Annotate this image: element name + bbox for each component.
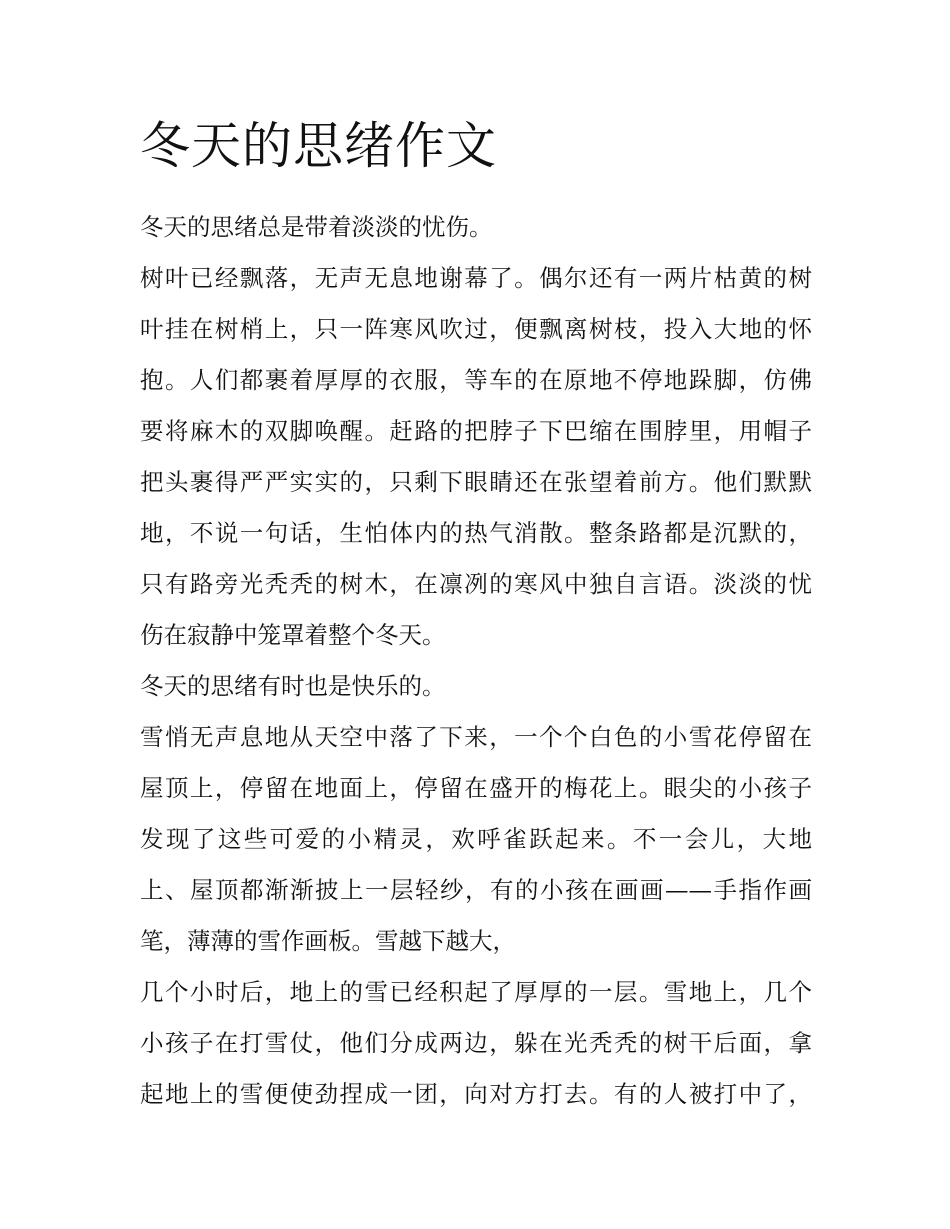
- text-line: 冬天的思绪总是带着淡淡的忧伤。: [140, 213, 493, 241]
- text-line: 冬天的思绪有时也是快乐的。: [140, 672, 446, 700]
- paragraph-2: [140, 253, 812, 661]
- text-line: 雪悄无声息地从天空中落了下来，一个个白色的小雪花停留在: [140, 723, 812, 751]
- document-title: 冬天的思绪作文: [140, 117, 497, 175]
- text-line: 树叶已经飘落，无声无息地谢幕了。偶尔还有一两片枯黄的树: [140, 264, 812, 292]
- text-line: 几个小时后，地上的雪已经积起了厚厚的一层。雪地上，几个: [140, 978, 812, 1006]
- text-line: 地，不说一句话，生怕体内的热气消散。整条路都是沉默的，: [140, 519, 812, 547]
- paragraph-1: [140, 202, 812, 253]
- text-line: 叶挂在树梢上，只一阵寒风吹过，便飘离树枝，投入大地的怀: [140, 315, 812, 343]
- paragraph-4: [140, 712, 812, 967]
- text-line: 笔，薄薄的雪作画板。雪越下越大，: [140, 927, 516, 955]
- document-page: [140, 112, 812, 1120]
- paragraph-3: [140, 661, 812, 712]
- text-line: 屋顶上，停留在地面上，停留在盛开的梅花上。眼尖的小孩子: [140, 774, 812, 802]
- text-line: 发现了这些可爱的小精灵，欢呼雀跃起来。不一会儿，大地: [140, 825, 812, 853]
- text-line: 起地上的雪便使劲捏成一团，向对方打去。有的人被打中了，: [140, 1080, 812, 1108]
- text-line: 要将麻木的双脚唤醒。赶路的把脖子下巴缩在围脖里，用帽子: [140, 417, 812, 445]
- text-line: 抱。人们都裹着厚厚的衣服，等车的在原地不停地跺脚，仿佛: [140, 366, 812, 394]
- text-line: 小孩子在打雪仗，他们分成两边，躲在光秃秃的树干后面，拿: [140, 1029, 812, 1057]
- text-line: 只有路旁光秃秃的树木，在凛冽的寒风中独自言语。淡淡的忧: [140, 570, 812, 598]
- paragraph-5: [140, 967, 812, 1120]
- text-line: 伤在寂静中笼罩着整个冬天。: [140, 621, 446, 649]
- text-line: 把头裹得严严实实的，只剩下眼睛还在张望着前方。他们默默: [140, 468, 812, 496]
- text-line: 上、屋顶都渐渐披上一层轻纱，有的小孩在画画——手指作画: [140, 876, 812, 904]
